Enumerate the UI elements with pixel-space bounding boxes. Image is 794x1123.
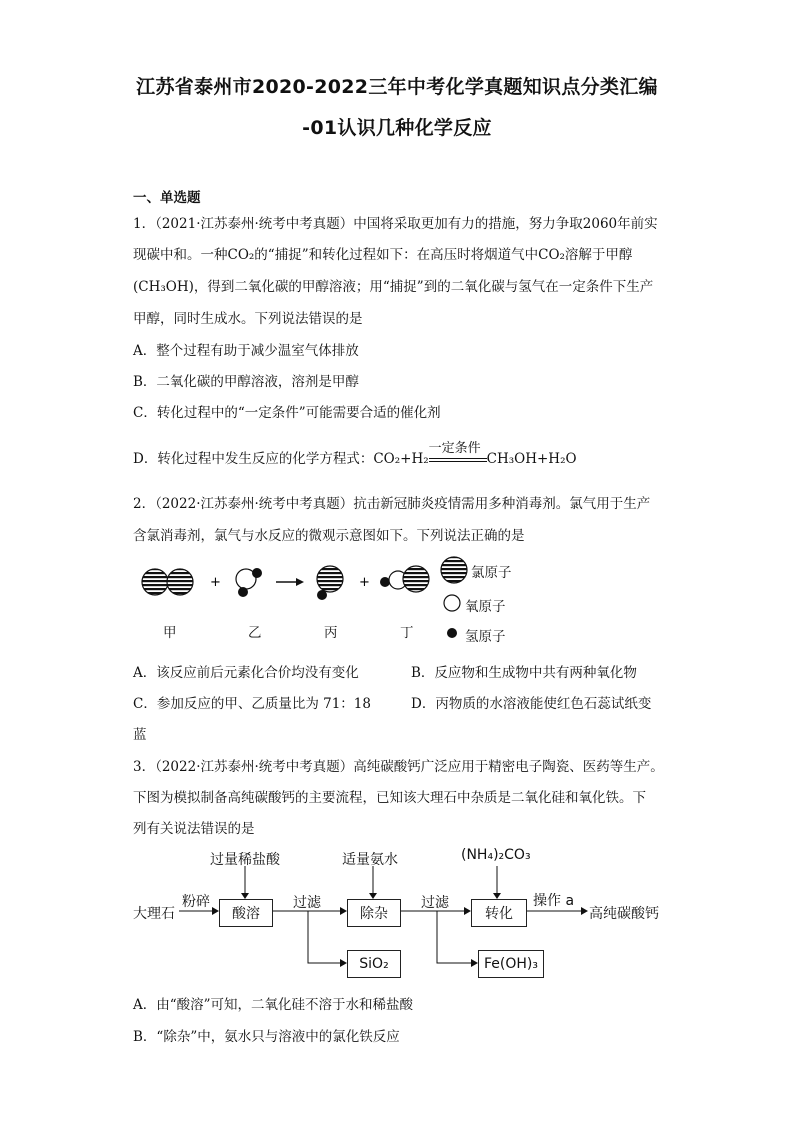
q1-option-a: A．整个过程有助于减少温室气体排放 [133, 343, 359, 359]
legend-hydrogen: 氢原子 [465, 629, 506, 645]
q3-option-a: A．由“酸溶”可知，二氧化硅不溶于水和稀盐酸 [133, 997, 414, 1013]
q3-line: 下图为模拟制备高纯碳酸钙的主要流程，已知该大理石中杂质是二氧化硅和氧化铁。下 [133, 790, 646, 806]
label-ding: 丁 [400, 625, 414, 641]
label-yi: 乙 [248, 625, 262, 641]
q1-option-d-prefix: D．转化过程中发生反应的化学方程式：CO₂+H₂ [133, 451, 429, 467]
reaction-condition-label: 一定条件 [428, 440, 481, 456]
document-title-line1: 江苏省泰州市2020-2022三年中考化学真题知识点分类汇编 [136, 76, 658, 98]
plus-sign: + [210, 575, 221, 590]
plus-sign: + [359, 575, 370, 590]
flow-product: 高纯碳酸钙 [589, 906, 659, 922]
label-jia: 甲 [163, 625, 177, 641]
q2-option-c: C．参加反应的甲、乙质量比为 71：18 [133, 696, 371, 712]
box-sio2: SiO₂ [347, 950, 401, 978]
section-heading: 一、单选题 [133, 190, 201, 206]
reagent-hcl: 过量稀盐酸 [210, 852, 280, 868]
box-acid-dissolve: 酸溶 [219, 899, 273, 927]
q1-line: 甲醇，同时生成水。下列说法错误的是 [133, 311, 363, 327]
q2-option-b: B．反应物和生成物中共有两种氧化物 [411, 665, 637, 681]
q3-line: 3．（2022·江苏泰州·统考中考真题）高纯碳酸钙广泛应用于精密电子陶瓷、医药等生产。 [133, 759, 664, 775]
label-bing: 丙 [324, 625, 338, 641]
q2-line: 含氯消毒剂，氯气与水反应的微观示意图如下。下列说法正确的是 [133, 528, 525, 544]
box-remove-impurity: 除杂 [347, 899, 401, 927]
legend-oxygen: 氧原子 [465, 599, 506, 615]
step-filter-2: 过滤 [421, 895, 449, 911]
q2-option-d-continued: 蓝 [133, 727, 147, 743]
q2-option-a: A．该反应前后元素化合价均没有变化 [133, 665, 359, 681]
legend-chlorine: 氯原子 [471, 565, 512, 581]
q1-line: 现碳中和。一种CO₂的“捕捉”和转化过程如下：在高压时将烟道气中CO₂溶解于甲醇 [133, 247, 633, 263]
step-operation-a: 操作 a [533, 893, 575, 909]
q1-option-d-suffix: CH₃OH+H₂O [486, 451, 577, 467]
reagent-ammonia: 适量氨水 [342, 852, 398, 868]
q1-option-b: B．二氧化碳的甲醇溶液，溶剂是甲醇 [133, 374, 359, 390]
box-convert: 转化 [471, 899, 527, 927]
q2-option-d: D．丙物质的水溶液能使红色石蕊试纸变 [411, 696, 652, 712]
q1-line: (CH₃OH)，得到二氧化碳的甲醇溶液；用“捕捉”到的二氧化碳与氢气在一定条件下生产 [133, 279, 654, 295]
step-filter-1: 过滤 [293, 895, 321, 911]
q3-line: 列有关说法错误的是 [133, 821, 255, 837]
q3-option-b: B．“除杂”中，氨水只与溶液中的氯化铁反应 [133, 1029, 400, 1045]
flow-start-marble: 大理石 [133, 906, 175, 922]
reagent-ammonium-carbonate: (NH₄)₂CO₃ [461, 847, 531, 863]
q1-option-c: C．转化过程中的“一定条件”可能需要合适的催化剂 [133, 405, 441, 421]
document-title-line2: -01认识几种化学反应 [302, 117, 492, 139]
q1-line: 1．（2021·江苏泰州·统考中考真题）中国将采取更加有力的措施，努力争取2060年前实 [133, 216, 658, 232]
step-crush: 粉碎 [182, 894, 210, 910]
box-fe-oh-3: Fe(OH)₃ [478, 950, 544, 978]
q2-line: 2．（2022·江苏泰州·统考中考真题）抗击新冠肺炎疫情需用多种消毒剂。氯气用于生产 [133, 496, 651, 512]
